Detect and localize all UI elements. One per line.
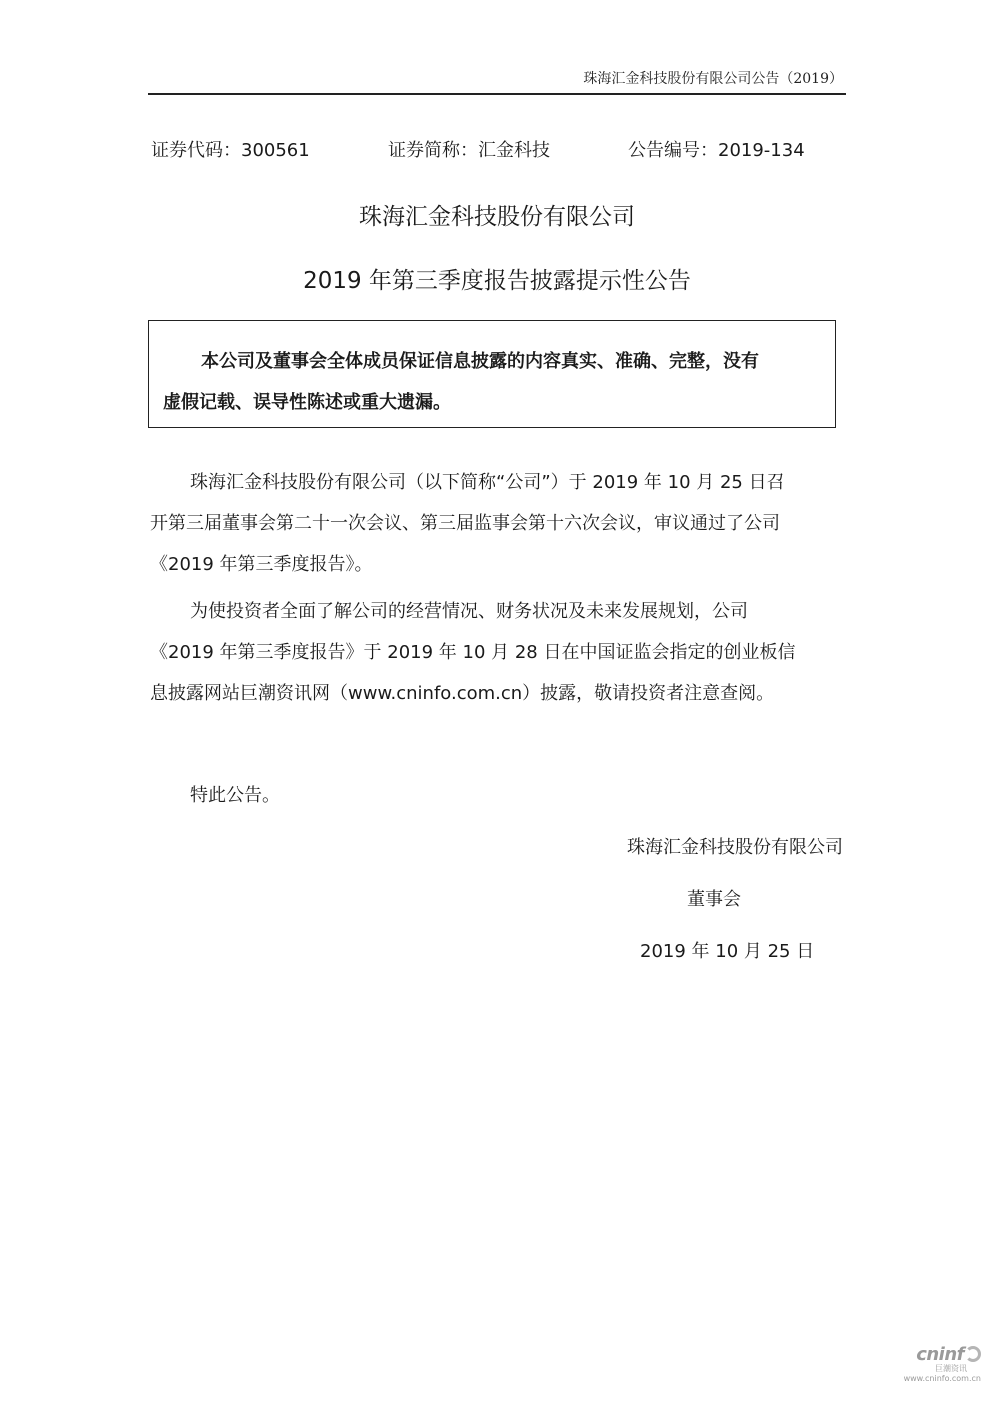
notice-number: 公告编号：2019-134 <box>628 140 805 161</box>
swirl-icon <box>965 1346 981 1362</box>
paragraph-line: 开第三届董事会第二十一次会议、第三届监事会第十六次会议，审议通过了公司 <box>150 513 780 534</box>
cninfo-cn-name: 巨潮资讯 <box>935 1364 967 1373</box>
header-divider <box>148 93 846 95</box>
signing-board: 董事会 <box>687 889 741 910</box>
cninfo-url: www.cninfo.com.cn <box>903 1374 981 1383</box>
signing-company: 珠海汇金科技股份有限公司 <box>627 837 843 858</box>
security-code: 证券代码：300561 <box>151 140 310 161</box>
signing-date: 2019 年 10 月 25 日 <box>640 941 815 962</box>
paragraph-line: 息披露网站巨潮资讯网（www.cninfo.com.cn）披露，敬请投资者注意查阅。 <box>150 683 775 704</box>
cninfo-logo: cninf <box>891 1346 981 1364</box>
disclaimer-box <box>148 320 836 428</box>
paragraph-line: 《2019 年第三季度报告》于 2019 年 10 月 28 日在中国证监会指定的创业板信 <box>150 642 796 663</box>
paragraph-line: 珠海汇金科技股份有限公司（以下简称“公司”）于 2019 年 10 月 25 日召 <box>190 472 785 493</box>
paragraph-line: 《2019 年第三季度报告》。 <box>150 554 373 575</box>
cninfo-watermark <box>891 1346 981 1384</box>
announcement-title: 2019 年第三季度报告披露提示性公告 <box>303 268 691 294</box>
disclaimer-line: 虚假记载、误导性陈述或重大遗漏。 <box>163 392 451 413</box>
disclaimer-line: 本公司及董事会全体成员保证信息披露的内容真实、准确、完整，没有 <box>201 351 759 372</box>
paragraph-line: 为使投资者全面了解公司的经营情况、财务状况及未来发展规划，公司 <box>190 601 748 622</box>
company-title: 珠海汇金科技股份有限公司 <box>359 204 635 230</box>
page-header: 珠海汇金科技股份有限公司公告（2019） <box>583 71 843 87</box>
security-short-name: 证券简称：汇金科技 <box>388 140 550 161</box>
closing-remark: 特此公告。 <box>190 785 280 806</box>
